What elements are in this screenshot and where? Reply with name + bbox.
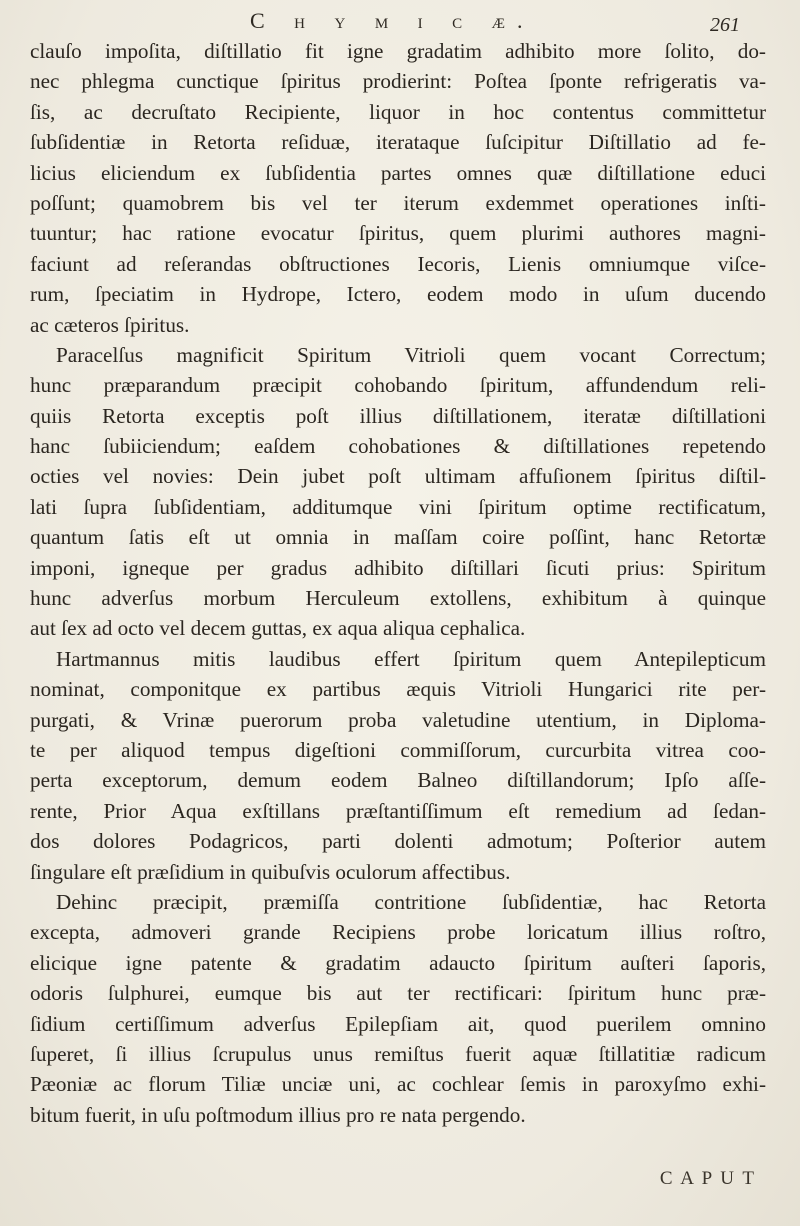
running-head xyxy=(0,8,800,38)
text-line: bitum fuerit, in uſu poſtmodum illius pro re nata pergendo. xyxy=(30,1102,526,1127)
text-line: Pæoniæ ac florum Tiliæ unciæ uni, ac cochlear ſemis in paroxyſmo exhi- xyxy=(30,1072,766,1097)
text-line: tuuntur; hac ratione evocatur ſpiritus, quem plurimi authores magni- xyxy=(30,221,766,246)
text-line: faciunt ad reſerandas obſtructiones Iecoris, Lienis omniumque viſce- xyxy=(30,251,766,276)
paragraph-2 xyxy=(30,340,766,644)
text-line: Dehinc præcipit, præmiſſa contritione ſubſidentiæ, hac Retorta xyxy=(56,889,766,914)
page-number: 261 xyxy=(710,14,740,36)
catchword: C A P U T xyxy=(659,1168,756,1189)
text-line: imponi, igneque per gradus adhibito diſtillari ſicuti prius: Spiritum xyxy=(30,555,766,580)
text-line: ſis, ac decruſtato Recipiente, liquor in hoc contentus committetur xyxy=(30,99,766,124)
text-line: poſſunt; quamobrem bis vel ter iterum exdemmet operationes inſti- xyxy=(30,190,766,215)
text-line: te per aliquod tempus digeſtioni commiſſorum, curcurbita vitrea coo- xyxy=(30,737,766,762)
text-line: rum, ſpeciatim in Hydrope, Ictero, eodem modo in uſum ducendo xyxy=(30,282,766,307)
text-line: rente, Prior Aqua exſtillans præſtantiſſimum eſt remedium ad ſedan- xyxy=(30,798,766,823)
text-line: licius eliciendum ex ſubſidentia partes omnes quæ diſtillatione educi xyxy=(30,160,766,185)
text-line: Hartmannus mitis laudibus effert ſpiritum quem Antepilepticum xyxy=(56,646,766,671)
text-line: nominat, componitque ex partibus æquis Vitrioli Hungarici rite per- xyxy=(30,677,766,702)
text-line: ſidium certiſſimum adverſus Epilepſiam ait, quod puerilem omnino xyxy=(30,1011,766,1036)
paragraph-4 xyxy=(30,887,766,1130)
text-line: Paracelſus magnificit Spiritum Vitrioli quem vocant Correctum; xyxy=(56,342,766,367)
text-line: quiis Retorta exceptis poſt illius diſtillationem, iteratæ diſtillationi xyxy=(30,403,766,428)
text-line: quantum ſatis eſt ut omnia in maſſam coire poſſint, hanc Retortæ xyxy=(30,525,766,550)
text-line: perta exceptorum, demum eodem Balneo diſtillandorum; Ipſo aſſe- xyxy=(30,768,766,793)
text-line: nec phlegma cunctique ſpiritus prodierint: Poſtea ſponte refrigeratis va- xyxy=(30,69,766,94)
text-line: ſubſidentiæ in Retorta reſiduæ, iterataque ſuſcipitur Diſtillatio ad fe- xyxy=(30,130,766,155)
paragraph-1 xyxy=(30,36,766,340)
text-line: lati ſupra ſubſidentiam, additumque vini ſpiritum optime rectificatum, xyxy=(30,494,766,519)
text-line: octies vel novies: Dein jubet poſt ultimam affuſionem ſpiritus diſtil- xyxy=(30,464,766,489)
text-line: hanc ſubiiciendum; eaſdem cohobationes & diſtillationes repetendo xyxy=(30,434,766,459)
text-line: odoris ſulphurei, eumque bis aut ter rectificari: ſpiritum hunc præ- xyxy=(30,981,766,1006)
body-text xyxy=(30,36,766,1130)
text-line: ac cæteros ſpiritus. xyxy=(30,312,190,337)
text-line: hunc adverſus morbum Herculeum extollens, exhibitum à quinque xyxy=(30,586,766,611)
text-line: ſuperet, ſi illius ſcrupulus unus remiſtus fuerit aquæ ſtillatitiæ radicum xyxy=(30,1041,766,1066)
running-title: C h y m i c æ. xyxy=(250,8,535,33)
text-line: dos dolores Podagricos, parti dolenti admotum; Poſterior autem xyxy=(30,829,766,854)
text-line: clauſo impoſita, diſtillatio fit igne gradatim adhibito more ſolito, do- xyxy=(30,39,766,63)
text-line: elicique igne patente & gradatim adaucto ſpiritum auſteri ſaporis, xyxy=(30,950,766,975)
text-line: ſingulare eſt præſidium in quibuſvis oculorum affectibus. xyxy=(30,859,511,884)
text-line: hunc præparandum præcipit cohobando ſpiritum, affundendum reli- xyxy=(30,373,766,398)
paragraph-3 xyxy=(30,644,766,887)
text-line: aut ſex ad octo vel decem guttas, ex aqua aliqua cephalica. xyxy=(30,616,526,641)
text-line: excepta, admoveri grande Recipiens probe loricatum illius roſtro, xyxy=(30,920,766,945)
text-line: purgati, & Vrinæ puerorum proba valetudine utentium, in Diploma- xyxy=(30,707,766,732)
